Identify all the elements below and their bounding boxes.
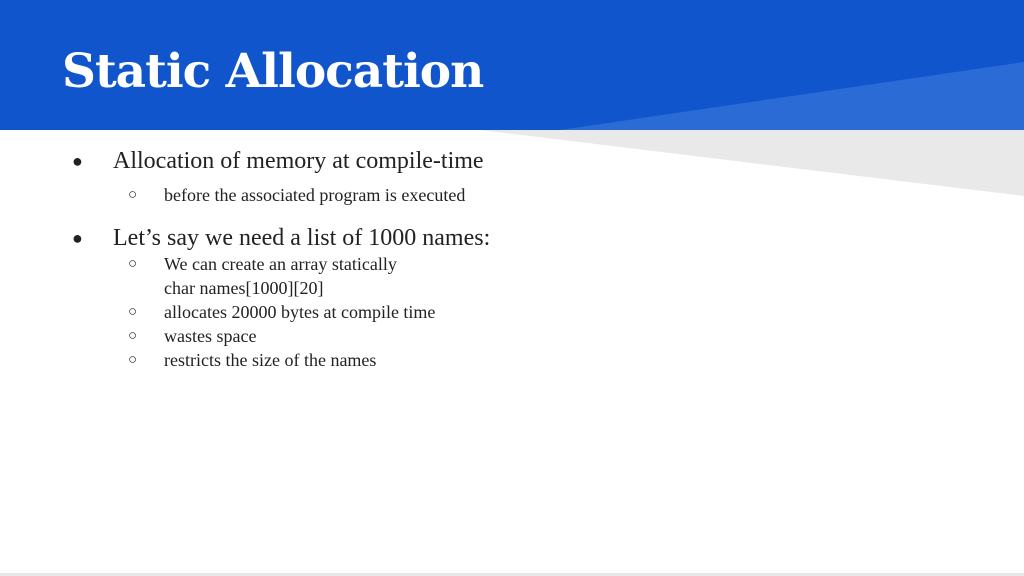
bullet-marker: ● — [72, 151, 83, 171]
sub-bullet-before-executed: before the associated program is executed — [164, 185, 466, 205]
code-char-names: char names[1000][20] — [164, 278, 324, 298]
sub-bullet-create-array: We can create an array statically — [164, 254, 397, 274]
sub-bullet-marker: ○ — [128, 304, 138, 320]
sub-bullet-marker: ○ — [128, 352, 138, 368]
bullet-allocation-compile-time: Allocation of memory at compile-time — [113, 148, 484, 174]
bullet-marker: ● — [72, 228, 83, 248]
sub-bullet-allocates-bytes: allocates 20000 bytes at compile time — [164, 302, 436, 322]
sub-bullet-marker: ○ — [128, 328, 138, 344]
sub-bullet-wastes-space: wastes space — [164, 326, 257, 346]
sub-bullet-marker: ○ — [128, 256, 138, 272]
bullet-list-of-names: Let’s say we need a list of 1000 names: — [113, 225, 491, 251]
slide-title: Static Allocation — [62, 44, 484, 99]
sub-bullet-marker: ○ — [128, 187, 138, 203]
sub-bullet-restricts-size: restricts the size of the names — [164, 350, 377, 370]
